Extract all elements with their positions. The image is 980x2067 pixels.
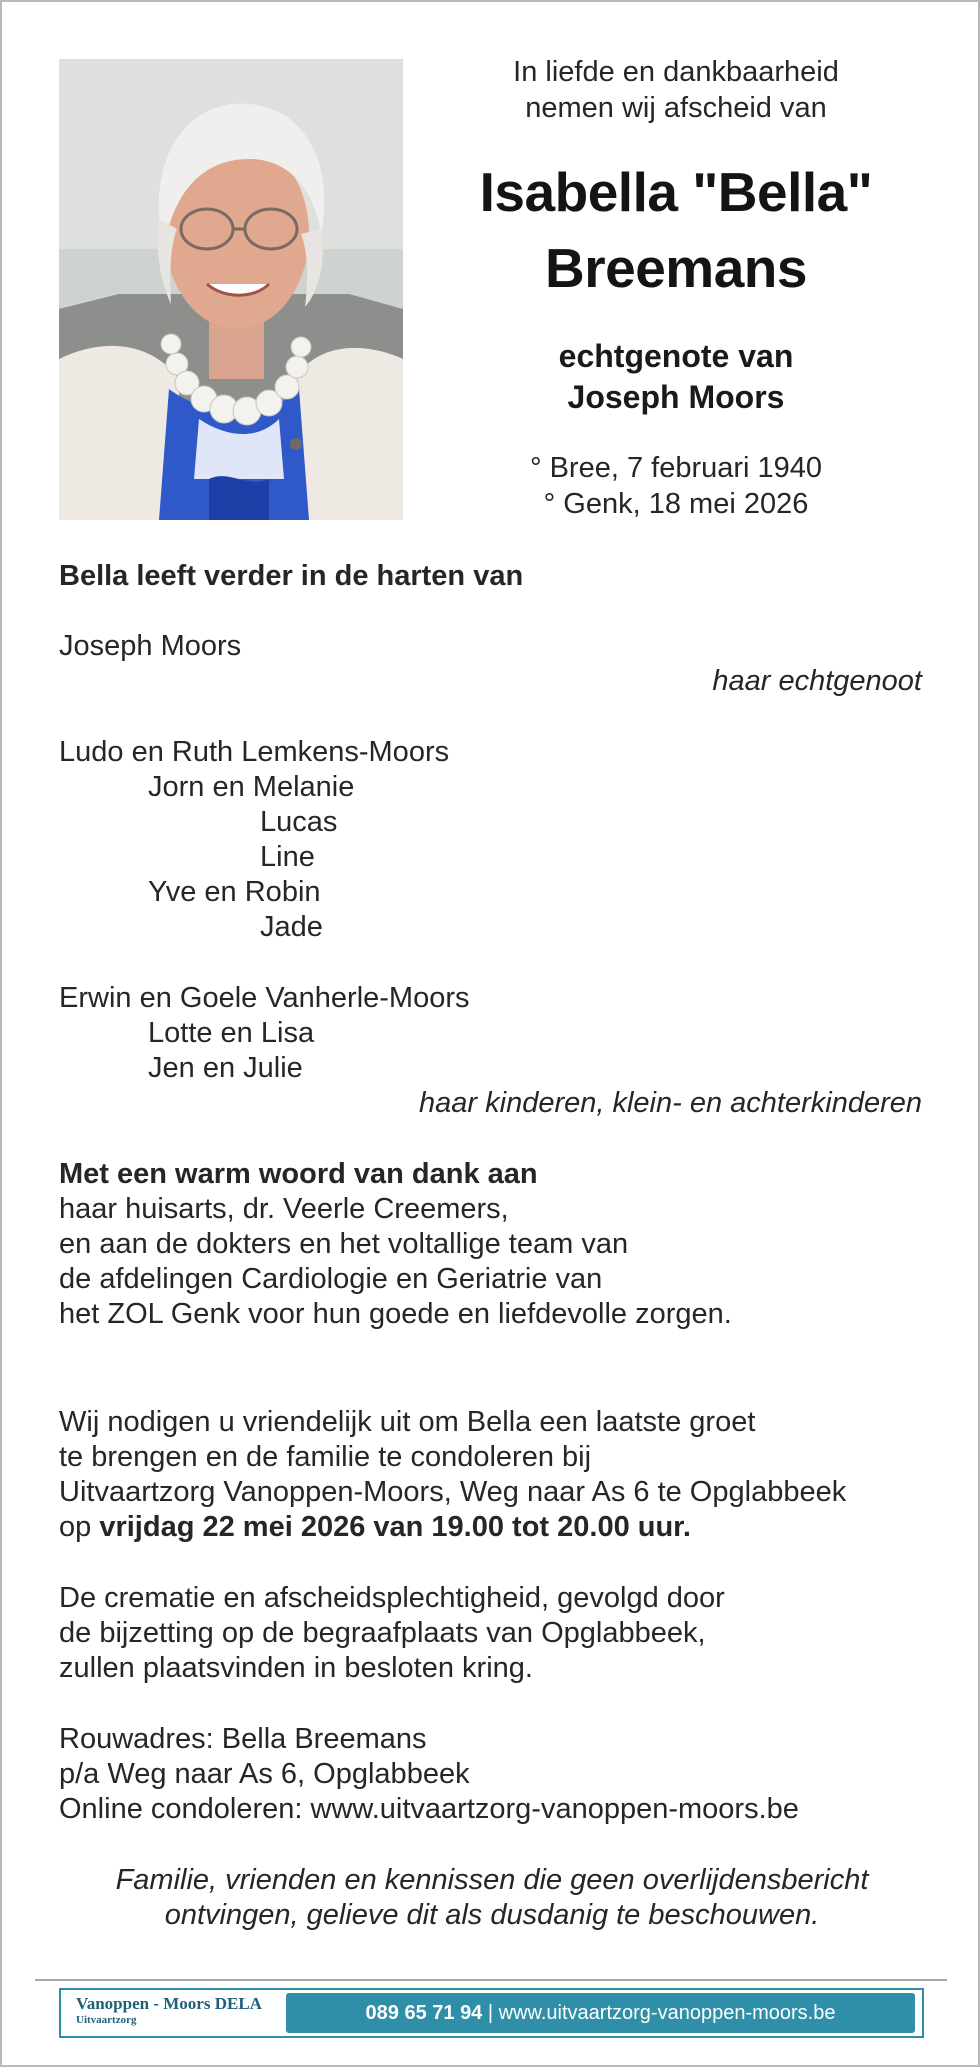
visitation-datetime: vrijdag 22 mei 2026 van 19.00 tot 20.00 uur.: [99, 1511, 691, 1543]
footer-divider: [35, 1979, 947, 1981]
portrait-illustration: [59, 59, 403, 520]
thanks-line: het ZOL Genk voor hun goede en liefdevolle zorgen.: [59, 1298, 732, 1330]
funeral-home-footer: [59, 1988, 924, 2038]
ceremony-line: De crematie en afscheidsplechtigheid, gevolgd door: [59, 1582, 725, 1614]
family-member: Yve en Robin: [148, 876, 321, 908]
intro-text: [446, 54, 906, 126]
address-line: p/a Weg naar As 6, Opglabbeek: [59, 1758, 470, 1790]
family-spouse-role: haar echtgenoot: [712, 665, 922, 697]
contact-band: [286, 1993, 915, 2033]
family-member: Lotte en Lisa: [148, 1017, 315, 1049]
life-dates: [446, 450, 906, 522]
portrait-photo: [59, 59, 403, 520]
family-member: Erwin en Goele Vanherle-Moors: [59, 982, 470, 1014]
name-line-2: Breemans: [545, 237, 807, 299]
spouse-line-2: Joseph Moors: [567, 379, 785, 415]
name-line-1: Isabella "Bella": [479, 161, 873, 223]
ceremony-line: de bijzetting op de begraafplaats van Opglabbeek,: [59, 1617, 706, 1649]
intro-line-1: In liefde en dankbaarheid: [513, 56, 839, 88]
thanks-heading: Met een warm woord van dank aan: [59, 1158, 538, 1190]
visitation-line: te brengen en de familie te condoleren bij: [59, 1441, 592, 1473]
ceremony-line: zullen plaatsvinden in besloten kring.: [59, 1652, 533, 1684]
death-date: ° Genk, 18 mei 2026: [543, 488, 809, 520]
family-spouse-name: Joseph Moors: [59, 630, 242, 662]
family-heading: Bella leeft verder in de harten van: [59, 560, 524, 592]
thanks-line: en aan de dokters en het voltallige team van: [59, 1228, 629, 1260]
family-member: Lucas: [260, 806, 338, 838]
logo-name: Vanoppen - Moors DELA: [76, 1994, 262, 2013]
phone-number: 089 65 71 94: [365, 2002, 483, 2024]
visitation-line: Wij nodigen u vriendelijk uit om Bella een laatste groet: [59, 1406, 756, 1438]
visitation-line: [59, 1510, 846, 1545]
family-member: Ludo en Ruth Lemkens-Moors: [59, 736, 450, 768]
visitation-line: Uitvaartzorg Vanoppen-Moors, Weg naar As 6 te Opglabbeek: [59, 1476, 847, 1508]
address-line: Rouwadres: Bella Breemans: [59, 1723, 427, 1755]
contact-separator: |: [487, 2002, 494, 2024]
address-section: [59, 1722, 799, 1827]
family-member: Jorn en Melanie: [148, 771, 355, 803]
funeral-home-logo: [76, 1995, 262, 2027]
spouse-info: [446, 336, 906, 418]
family-member: Jen en Julie: [148, 1052, 303, 1084]
logo-subtitle: Uitvaartzorg: [76, 2014, 137, 2026]
birth-date: ° Bree, 7 februari 1940: [529, 452, 823, 484]
family-children-role: haar kinderen, klein- en achterkinderen: [419, 1087, 922, 1119]
closing-note: [42, 1863, 942, 1933]
closing-line-1: Familie, vrienden en kennissen die geen overlijdensbericht: [115, 1864, 869, 1896]
intro-line-2: nemen wij afscheid van: [525, 92, 827, 124]
address-line: Online condoleren: www.uitvaartzorg-vanoppen-moors.be: [59, 1793, 799, 1825]
spouse-line-1: echtgenote van: [558, 338, 794, 374]
ceremony-section: [59, 1581, 725, 1686]
visitation-section: [59, 1405, 846, 1545]
website-link[interactable]: www.uitvaartzorg-vanoppen-moors.be: [498, 2002, 836, 2024]
thanks-line: haar huisarts, dr. Veerle Creemers,: [59, 1193, 509, 1225]
visitation-prefix: op: [59, 1511, 100, 1543]
thanks-section: [59, 1157, 732, 1332]
closing-line-2: ontvingen, gelieve dit als dusdanig te beschouwen.: [164, 1899, 820, 1931]
deceased-name: [446, 154, 906, 306]
family-member: Jade: [260, 911, 323, 943]
thanks-line: de afdelingen Cardiologie en Geriatrie van: [59, 1263, 603, 1295]
family-member: Line: [260, 841, 315, 873]
